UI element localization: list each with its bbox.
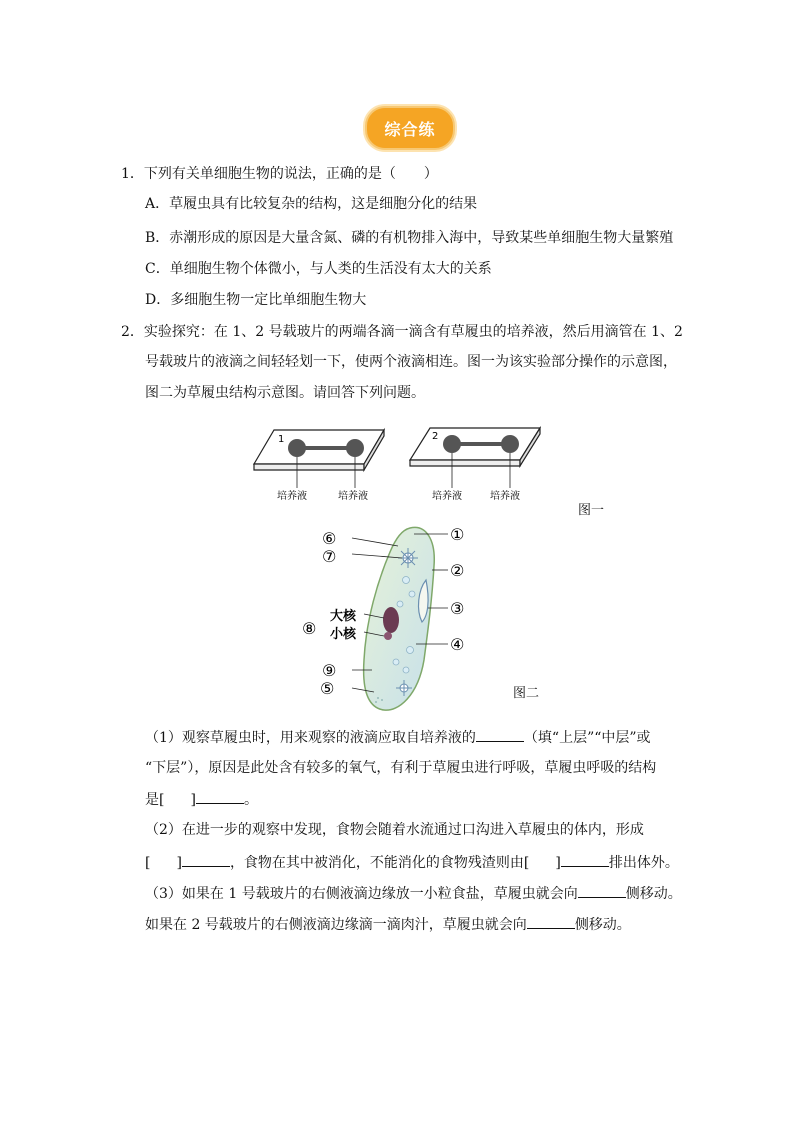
figure-2-caption: 图二 (513, 686, 540, 701)
q2-stem-line3: 图二为草履虫结构示意图。请回答下列问题。 (145, 385, 425, 401)
label-1: ① (450, 525, 465, 544)
figure-1-slides (252, 422, 552, 512)
drop-left-2 (443, 435, 461, 453)
slide-1-label-left: 培养液 (277, 491, 307, 502)
q1-option-d: D．多细胞生物一定比单细胞生物大 (145, 292, 367, 308)
slide-2-number: 2 (432, 431, 439, 442)
blank-salt-direction[interactable] (578, 883, 626, 898)
label-5: ⑤ (320, 679, 335, 698)
slide-1-label-right: 培养液 (338, 491, 368, 502)
drop-right-1 (346, 439, 364, 457)
blank-food-vacuole[interactable] (182, 852, 230, 867)
slide-2-label-left: 培养液 (432, 491, 462, 502)
label-3: ③ (450, 599, 465, 618)
figure-1-caption: 图一 (578, 503, 605, 518)
sub3-line2: 如果在 2 号载玻片的右侧液滴边缘滴一滴肉汁，草履虫就会向 侧移动。 (145, 914, 631, 935)
q1-option-c: C．单细胞生物个体微小，与人类的生活没有太大的关系 (145, 261, 492, 277)
label-2: ② (450, 561, 465, 580)
label-8: ⑧ (302, 619, 317, 638)
slide-2-label-right: 培养液 (490, 491, 520, 502)
figure-2-paramecium (298, 520, 508, 716)
sub3-line1: （3）如果在 1 号载玻片的右侧液滴边缘放一小粒食盐，草履虫就会向 侧移动。 (145, 883, 682, 904)
sub1-line2: “下层”），原因是此处含有较多的氧气，有利于草履虫进行呼吸，草履虫呼吸的结构 (145, 760, 657, 776)
slide-1-number: 1 (278, 434, 285, 445)
label-9: ⑨ (322, 661, 337, 680)
sub1-line3: 是[ ] 。 (145, 789, 258, 810)
drop-left-1 (288, 439, 306, 457)
macronucleus (383, 607, 399, 633)
q1-option-a: A．草履虫具有比较复杂的结构，这是细胞分化的结果 (145, 196, 478, 212)
blank-anal-pore[interactable] (561, 852, 609, 867)
label-7: ⑦ (322, 547, 337, 566)
label-6: ⑥ (322, 529, 337, 548)
drop-right-2 (501, 435, 519, 453)
sub2-line1: （2）在进一步的观察中发现，食物会随着水流通过口沟进入草履虫的体内，形成 (145, 822, 644, 838)
section-badge: 综合练 (365, 106, 455, 150)
blank-layer[interactable] (476, 727, 524, 742)
q2-stem-line2: 号载玻片的液滴之间轻轻划一下，使两个液滴相连。图一为该实验部分操作的示意图， (145, 354, 677, 370)
q2-stem-line1: 2．实验探究：在 1、2 号载玻片的两端各滴一滴含有草履虫的培养液，然后用滴管在 1、2 (121, 324, 683, 340)
label-big-nucleus: 大核 (330, 609, 357, 624)
blank-broth-direction[interactable] (527, 914, 575, 929)
label-4: ④ (450, 635, 465, 654)
sub1-line1: （1）观察草履虫时，用来观察的液滴应取自培养液的 （填“上层”“中层”或 (145, 727, 651, 748)
q1-stem: 1．下列有关单细胞生物的说法，正确的是（ ） (121, 166, 438, 182)
q1-option-b: B．赤潮形成的原因是大量含氮、磷的有机物排入海中，导致某些单细胞生物大量繁殖 (145, 230, 674, 246)
label-small-nucleus: 小核 (330, 627, 357, 642)
sub2-line2: [ ] ，食物在其中被消化，不能消化的食物残渣则由[ ] 排出体外。 (145, 852, 679, 873)
blank-respiration[interactable] (196, 789, 244, 804)
micronucleus (384, 632, 392, 640)
